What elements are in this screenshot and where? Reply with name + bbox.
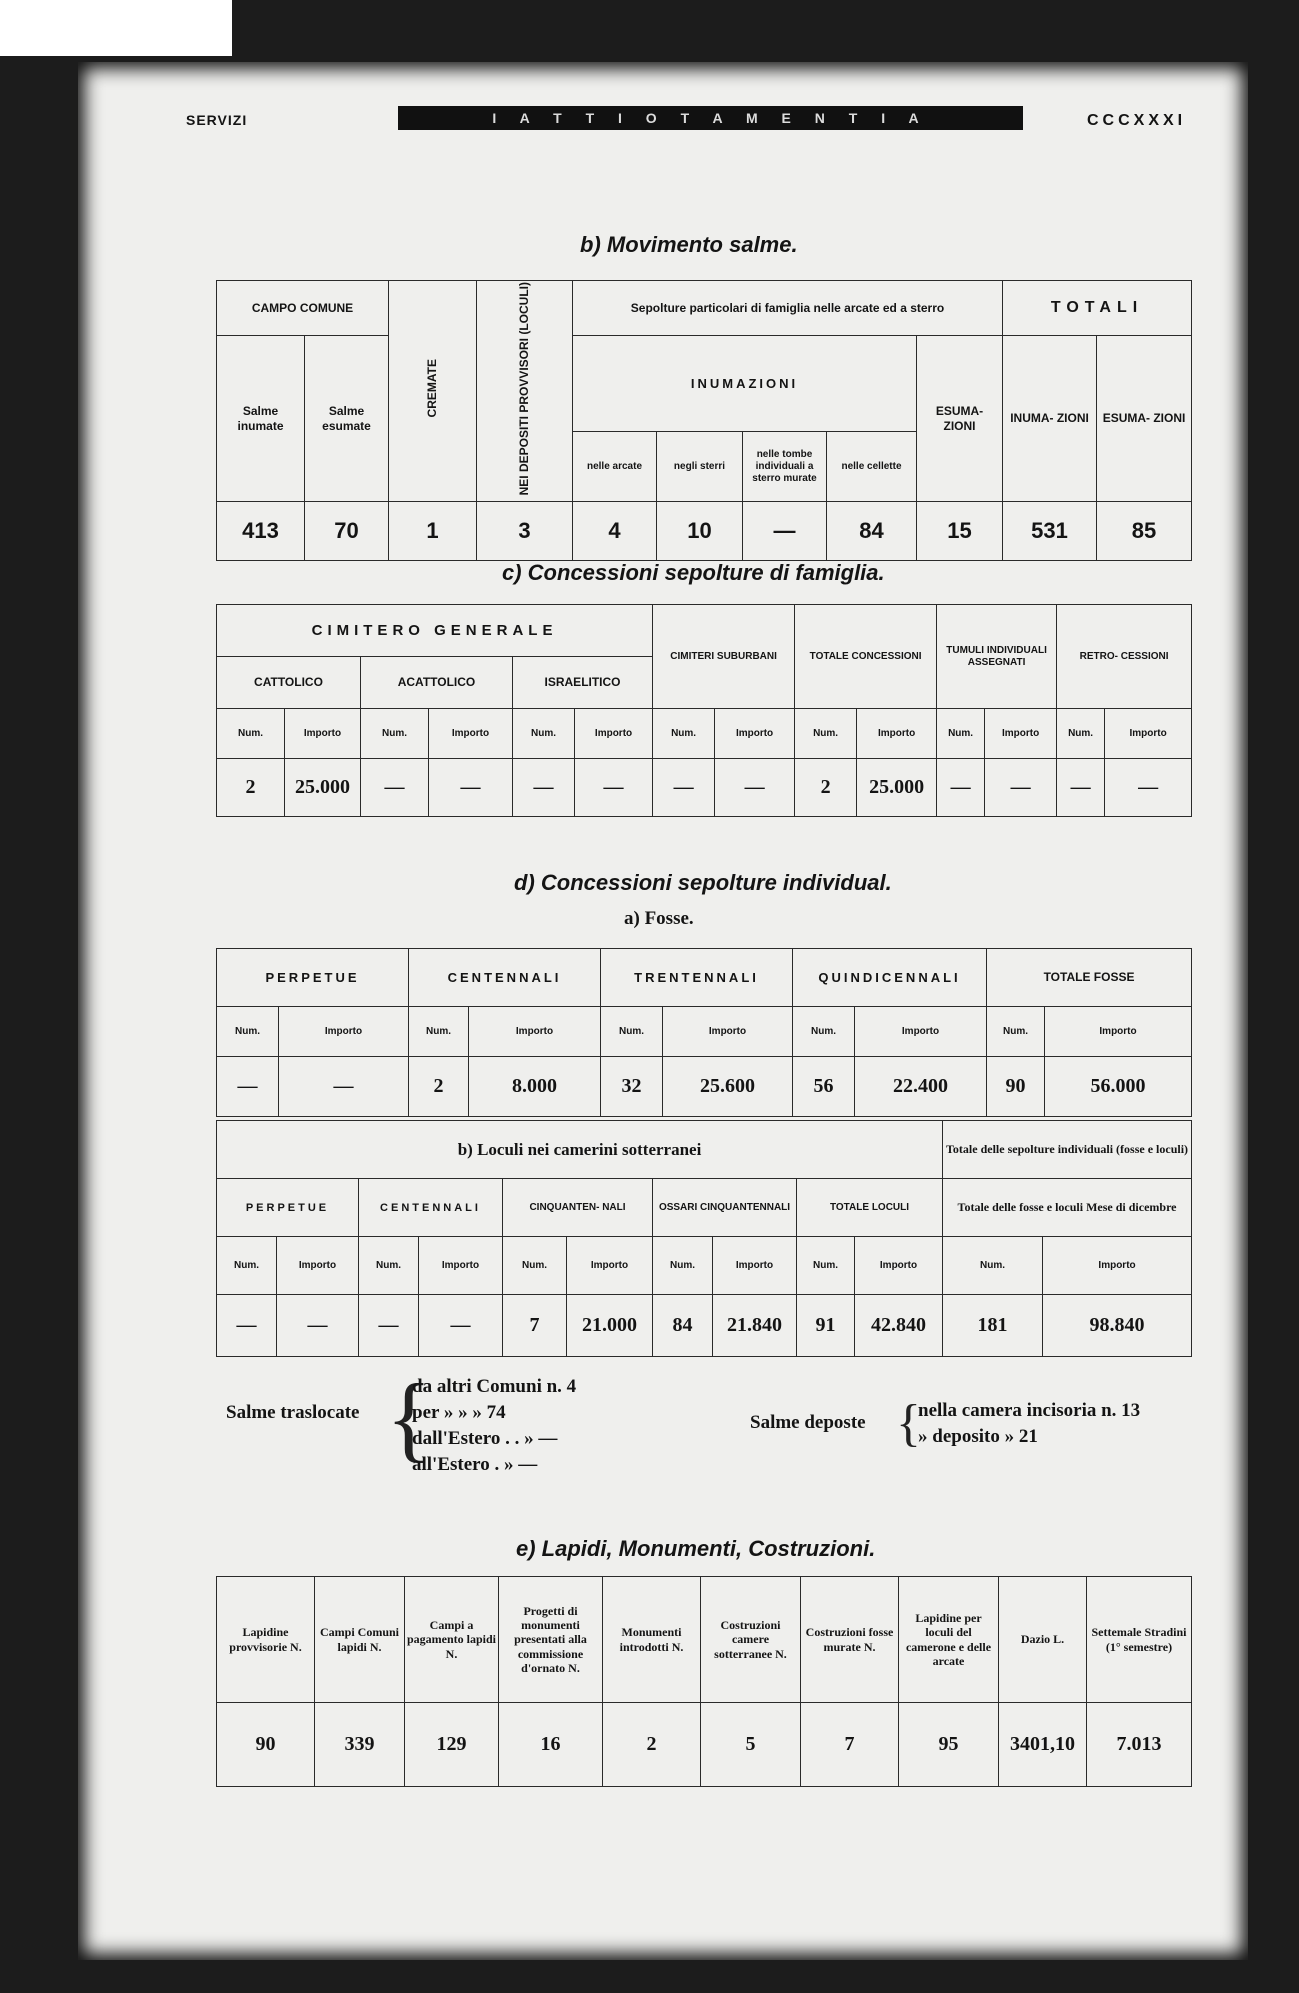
value-cell: 42.840 (855, 1295, 943, 1357)
value-cell: 7 (801, 1703, 899, 1787)
importo-header: Importo (279, 1007, 409, 1057)
num-header: Num. (653, 1237, 713, 1295)
importo-header: Importo (419, 1237, 503, 1295)
value-cell: 129 (405, 1703, 499, 1787)
value-cell: 25.000 (285, 759, 361, 817)
value-cell: 91 (797, 1295, 855, 1357)
value-cell: 2 (409, 1057, 469, 1117)
num-header: Num. (217, 709, 285, 759)
traslocate-line-1: da altri Comuni n. 4 (412, 1376, 577, 1397)
israelitico-header: ISRAELITICO (513, 657, 653, 709)
section-d-title: d) Concessioni sepolture individual. (514, 870, 892, 895)
value-cell: — (715, 759, 795, 817)
value-cell: — (361, 759, 429, 817)
cimiteri-suburbani-header: CIMITERI SUBURBANI (653, 605, 795, 709)
cinquantennali-header: CINQUANTEN- NALI (503, 1179, 653, 1237)
campi-comuni-header: Campi Comuni lapidi N. (315, 1577, 405, 1703)
dazio-header: Dazio L. (999, 1577, 1087, 1703)
costruzioni-fosse-header: Costruzioni fosse murate N. (801, 1577, 899, 1703)
value-cell: 16 (499, 1703, 603, 1787)
value-cell: — (937, 759, 985, 817)
value-cell: 4 (573, 502, 657, 561)
value-cell: 95 (899, 1703, 999, 1787)
value-cell: 7 (503, 1295, 567, 1357)
depositi-header: NEI DEPOSITI PROVVISORI (LOCULI) (477, 281, 573, 502)
importo-header: Importo (1105, 709, 1192, 759)
value-cell: 181 (943, 1295, 1043, 1357)
num-header: Num. (653, 709, 715, 759)
value-cell: 2 (795, 759, 857, 817)
value-cell: — (277, 1295, 359, 1357)
section-e-title: e) Lapidi, Monumenti, Costruzioni. (516, 1536, 876, 1561)
scan-corner (0, 0, 232, 56)
num-header: Num. (217, 1237, 277, 1295)
totali-header: TOTALI (1003, 281, 1192, 336)
value-cell: 1 (389, 502, 477, 561)
cattolico-header: CATTOLICO (217, 657, 361, 709)
importo-header: Importo (277, 1237, 359, 1295)
cimitero-generale-header: CIMITERO GENERALE (217, 605, 653, 657)
importo-header: Importo (855, 1007, 987, 1057)
value-cell: — (513, 759, 575, 817)
inumazioni-header: INUMAZIONI (573, 336, 917, 432)
value-cell: 10 (657, 502, 743, 561)
value-cell: — (1105, 759, 1192, 817)
num-header: Num. (793, 1007, 855, 1057)
nelle-arcate-header: nelle arcate (573, 432, 657, 502)
value-cell: 339 (315, 1703, 405, 1787)
lapidi-table (216, 1576, 1192, 1787)
value-cell: 32 (601, 1057, 663, 1117)
value-cell: 21.840 (713, 1295, 797, 1357)
importo-header: Importo (429, 709, 513, 759)
importo-header: Importo (567, 1237, 653, 1295)
running-header-left: SERVIZI (186, 112, 248, 128)
value-cell: — (653, 759, 715, 817)
negli-sterri-header: negli sterri (657, 432, 743, 502)
value-cell: 25.000 (857, 759, 937, 817)
value-cell: 7.013 (1087, 1703, 1192, 1787)
num-header: Num. (601, 1007, 663, 1057)
num-header: Num. (513, 709, 575, 759)
totale-concessioni-header: TOTALE CONCESSIONI (795, 605, 937, 709)
deposte-line-1: nella camera incisoria n. 13 (918, 1400, 1141, 1421)
page-number: CCCXXXI (1087, 112, 1187, 129)
perpetue-header: PERPETUE (217, 949, 409, 1007)
monumenti-introdotti-header: Monumenti introdotti N. (603, 1577, 701, 1703)
importo-header: Importo (1045, 1007, 1192, 1057)
num-header: Num. (361, 709, 429, 759)
retrocessioni-header: RETRO- CESSIONI (1057, 605, 1192, 709)
costruzioni-camere-header: Costruzioni camere sotterranee N. (701, 1577, 801, 1703)
num-header: Num. (937, 709, 985, 759)
centennali-header: CENTENNALI (359, 1179, 503, 1237)
importo-header: Importo (715, 709, 795, 759)
lapidine-loculi-header: Lapidine per loculi del camerone e delle arcate (899, 1577, 999, 1703)
importo-header: Importo (855, 1237, 943, 1295)
section-c-title: c) Concessioni sepolture di famiglia. (502, 560, 885, 585)
tumuli-header: TUMULI INDIVIDUALI ASSEGNATI (937, 605, 1057, 709)
cremate-header: CREMATE (389, 281, 477, 502)
tot-esumazioni-header: ESUMA- ZIONI (1097, 336, 1192, 502)
importo-header: Importo (663, 1007, 793, 1057)
acattolico-header: ACATTOLICO (361, 657, 513, 709)
value-cell: — (743, 502, 827, 561)
value-cell: 90 (987, 1057, 1045, 1117)
quindicennali-header: QUINDICENNALI (793, 949, 987, 1007)
totale-loculi-header: TOTALE LOCULI (797, 1179, 943, 1237)
totale-fosse-header: TOTALE FOSSE (987, 949, 1192, 1007)
value-cell: 8.000 (469, 1057, 601, 1117)
num-header: Num. (359, 1237, 419, 1295)
ossari-header: OSSARI CINQUANTENNALI (653, 1179, 797, 1237)
salme-traslocate-label: Salme traslocate (226, 1402, 360, 1423)
value-cell: 56 (793, 1057, 855, 1117)
value-cell: — (1057, 759, 1105, 817)
running-header-bar: I A T T I O T A M E N T I A (398, 106, 1023, 130)
campo-comune-header: CAMPO COMUNE (217, 281, 389, 336)
movimento-salme-table (216, 280, 1192, 561)
value-cell: 25.600 (663, 1057, 793, 1117)
value-cell: 84 (827, 502, 917, 561)
loculi-title: b) Loculi nei camerini sotterranei (217, 1121, 943, 1179)
salme-deposte-label: Salme deposte (750, 1412, 866, 1433)
value-cell: — (575, 759, 653, 817)
totale-sepolture-header: Totale delle sepolture individuali (fosse e loculi) (943, 1121, 1192, 1179)
value-cell: 15 (917, 502, 1003, 561)
value-cell: — (985, 759, 1057, 817)
importo-header: Importo (857, 709, 937, 759)
value-cell: — (429, 759, 513, 817)
value-cell: 3 (477, 502, 573, 561)
loculi-table (216, 1120, 1192, 1357)
importo-header: Importo (285, 709, 361, 759)
importo-header: Importo (1043, 1237, 1192, 1295)
value-cell: — (279, 1057, 409, 1117)
value-cell: 84 (653, 1295, 713, 1357)
esumazioni-header: ESUMA- ZIONI (917, 336, 1003, 502)
progetti-monumenti-header: Progetti di monumenti presentati alla commissione d'ornato N. (499, 1577, 603, 1703)
num-header: Num. (503, 1237, 567, 1295)
importo-header: Importo (575, 709, 653, 759)
num-header: Num. (217, 1007, 279, 1057)
deposte-line-2: » deposito » 21 (918, 1426, 1038, 1447)
perpetue-header: PERPETUE (217, 1179, 359, 1237)
importo-header: Importo (985, 709, 1057, 759)
campi-pagamento-header: Campi a pagamento lapidi N. (405, 1577, 499, 1703)
value-cell: 22.400 (855, 1057, 987, 1117)
num-header: Num. (409, 1007, 469, 1057)
value-cell: 90 (217, 1703, 315, 1787)
traslocate-line-4: all'Estero . » — (412, 1454, 538, 1475)
value-cell: 2 (603, 1703, 701, 1787)
salme-inumate-header: Salme inumate (217, 336, 305, 502)
fosse-table (216, 948, 1192, 1117)
value-cell: 2 (217, 759, 285, 817)
brace-icon: { (896, 1395, 921, 1452)
num-header: Num. (797, 1237, 855, 1295)
tot-inumazioni-header: INUMA- ZIONI (1003, 336, 1097, 502)
value-cell: 56.000 (1045, 1057, 1192, 1117)
value-cell: 70 (305, 502, 389, 561)
value-cell: 21.000 (567, 1295, 653, 1357)
section-b-title: b) Movimento salme. (580, 232, 798, 257)
section-d-subtitle: a) Fosse. (624, 908, 694, 929)
value-cell: 3401,10 (999, 1703, 1087, 1787)
value-cell: — (419, 1295, 503, 1357)
nelle-cellette-header: nelle cellette (827, 432, 917, 502)
brace-icon: { (386, 1364, 433, 1471)
value-cell: 85 (1097, 502, 1192, 561)
value-cell: 413 (217, 502, 305, 561)
num-header: Num. (943, 1237, 1043, 1295)
concessioni-famiglia-table (216, 604, 1192, 817)
traslocate-line-3: dall'Estero . . » — (412, 1428, 558, 1449)
num-header: Num. (1057, 709, 1105, 759)
importo-header: Importo (713, 1237, 797, 1295)
lapidine-provvisorie-header: Lapidine provvisorie N. (217, 1577, 315, 1703)
sepolture-header: Sepolture particolari di famiglia nelle arcate ed a sterro (573, 281, 1003, 336)
value-cell: — (217, 1057, 279, 1117)
stradini-header: Settemale Stradini (1° semestre) (1087, 1577, 1192, 1703)
totale-fosse-loculi-header: Totale delle fosse e loculi Mese di dicembre (943, 1179, 1192, 1237)
traslocate-line-2: per » » » 74 (412, 1402, 506, 1423)
value-cell: 5 (701, 1703, 801, 1787)
centennali-header: CENTENNALI (409, 949, 601, 1007)
value-cell: — (217, 1295, 277, 1357)
num-header: Num. (987, 1007, 1045, 1057)
value-cell: — (359, 1295, 419, 1357)
trentennali-header: TRENTENNALI (601, 949, 793, 1007)
num-header: Num. (795, 709, 857, 759)
tombe-header: nelle tombe individuali a sterro murate (743, 432, 827, 502)
importo-header: Importo (469, 1007, 601, 1057)
salme-esumate-header: Salme esumate (305, 336, 389, 502)
value-cell: 98.840 (1043, 1295, 1192, 1357)
value-cell: 531 (1003, 502, 1097, 561)
